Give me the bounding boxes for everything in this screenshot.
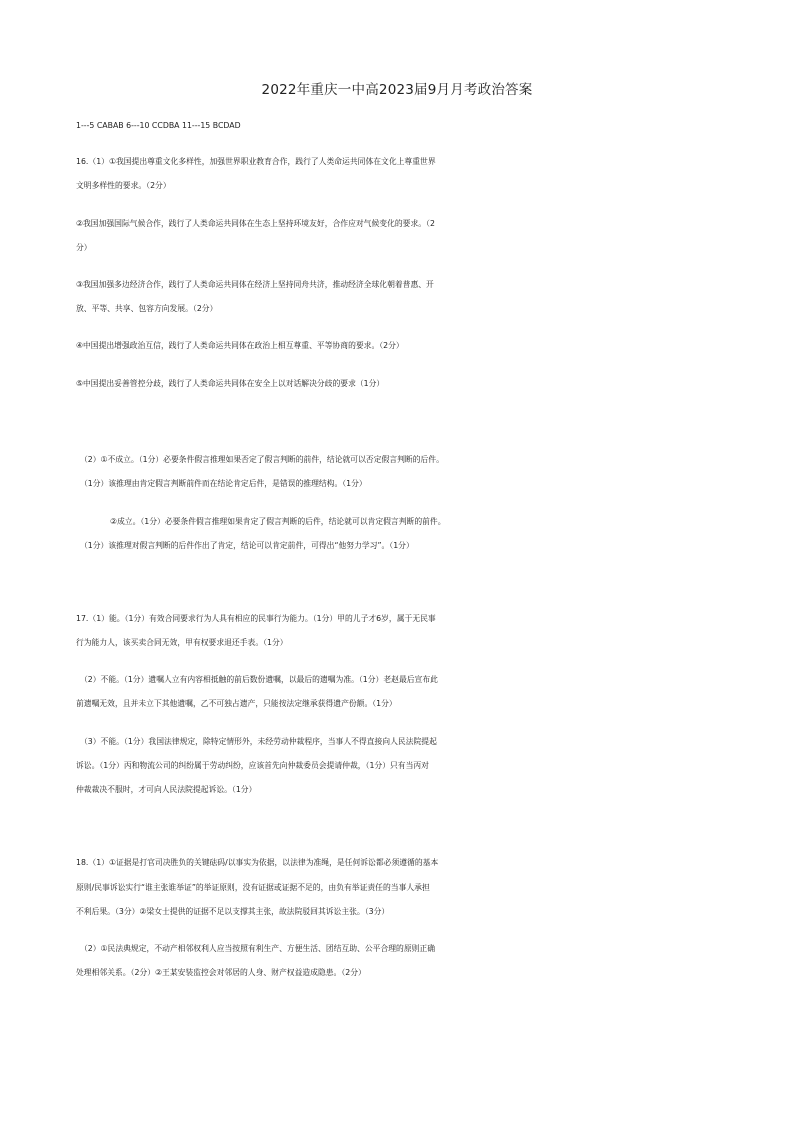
q18-part1-line1: 18.（1）①证据是打官司决胜负的关键砝码/以事实为依据，以法律为准绳，是任何诉讼都必须遵循的基本: [76, 858, 439, 867]
q17-part2-line2: 前遗嘱无效，且并未立下其他遗嘱，乙不可独占遗产，只能按法定继承获得遗产份额。（1分）: [76, 699, 397, 708]
q16-part2-answer2-line2: （1分）该推理对假言判断的后件作出了肯定，结论可以肯定前件，可得出“他努力学习”。（1分）: [80, 541, 414, 550]
document-title: 2022年重庆一中高2023届9月月考政治答案: [261, 82, 533, 98]
q18-part1-line3: 不利后果。（3分）②梁女士提供的证据不足以支撑其主张，故法院驳回其诉讼主张。（3分）: [76, 907, 390, 916]
q17-part3-line2: 诉讼。（1分）丙和物流公司的纠纷属于劳动纠纷，应该首先向仲裁委员会提请仲裁，（1分）只有当丙对: [76, 761, 429, 770]
q18-part1-line2: 原则/民事诉讼实行“谁主张谁举证”的举证原则，没有证据或证据不足的，由负有举证责任的当事人承担: [76, 883, 430, 892]
q17-part1-line1: 17.（1）能。（1分）有效合同要求行为人具有相应的民事行为能力。（1分）甲的儿子才6岁，属于无民事: [76, 614, 436, 623]
q18-part2-line1: （2）①民法典规定，不动产相邻权利人应当按照有利生产、方便生活、团结互助、公平合理的原则正确: [80, 944, 436, 953]
q16-part1-answer2-line2: 分）: [76, 243, 92, 252]
q17-part3-line1: （3）不能。（1分）我国法律规定，除特定情形外，未经劳动仲裁程序，当事人不得直接向人民法院提起: [80, 737, 437, 746]
q16-part1-answer1-line2: 文明多样性的要求。（2分）: [76, 181, 171, 190]
q16-part1-answer3-line2: 放、平等、共享、包容方向发展。（2分）: [76, 304, 218, 313]
q16-part1-answer5: ⑤中国提出妥善管控分歧，践行了人类命运共同体在安全上以对话解决分歧的要求（1分）: [76, 379, 385, 388]
q17-part3-line3: 仲裁裁决不服时，才可向人民法院提起诉讼。（1分）: [76, 785, 257, 794]
q16-part1-answer2-line1: ②我国加强国际气候合作，践行了人类命运共同体在生态上坚持环境友好，合作应对气候变化的要求。（2: [76, 219, 435, 228]
q16-part2-answer2-line1: ②成立。（1分）必要条件假言推理如果肯定了假言判断的后件，结论就可以肯定假言判断的前件。: [110, 517, 446, 526]
q16-part1-answer1-line1: 16.（1）①我国提出尊重文化多样性，加强世界职业教育合作，践行了人类命运共同体在文化上尊重世界: [76, 157, 436, 166]
q16-part2-answer1-line1: （2）①不成立。（1分）必要条件假言推理如果否定了假言判断的前件，结论就可以否定假言判断的后件。: [80, 455, 444, 464]
choice-answers: 1---5 CABAB 6---10 CCDBA 11---15 BCDAD: [76, 121, 241, 130]
q16-part1-answer4: ④中国提出增强政治互信，践行了人类命运共同体在政治上相互尊重、平等协商的要求。（2分）: [76, 341, 404, 350]
q18-part2-line2: 处理相邻关系。（2分）②王某安装监控会对邻居的人身、财产权益造成隐患。（2分）: [76, 968, 366, 977]
q16-part2-answer1-line2: （1分）该推理由肯定假言判断前件而在结论肯定后件，是错误的推理结构。（1分）: [80, 479, 367, 488]
q17-part1-line2: 行为能力人，该买卖合同无效，甲有权要求退还手表。（1分）: [76, 638, 288, 647]
q17-part2-line1: （2）不能。（1分）遗嘱人立有内容相抵触的前后数份遗嘱，以最后的遗嘱为准。（1分）老赵最后宣布此: [80, 675, 438, 684]
q16-part1-answer3-line1: ③我国加强多边经济合作，践行了人类命运共同体在经济上坚持同舟共济，推动经济全球化朝着普惠、开: [76, 280, 434, 289]
